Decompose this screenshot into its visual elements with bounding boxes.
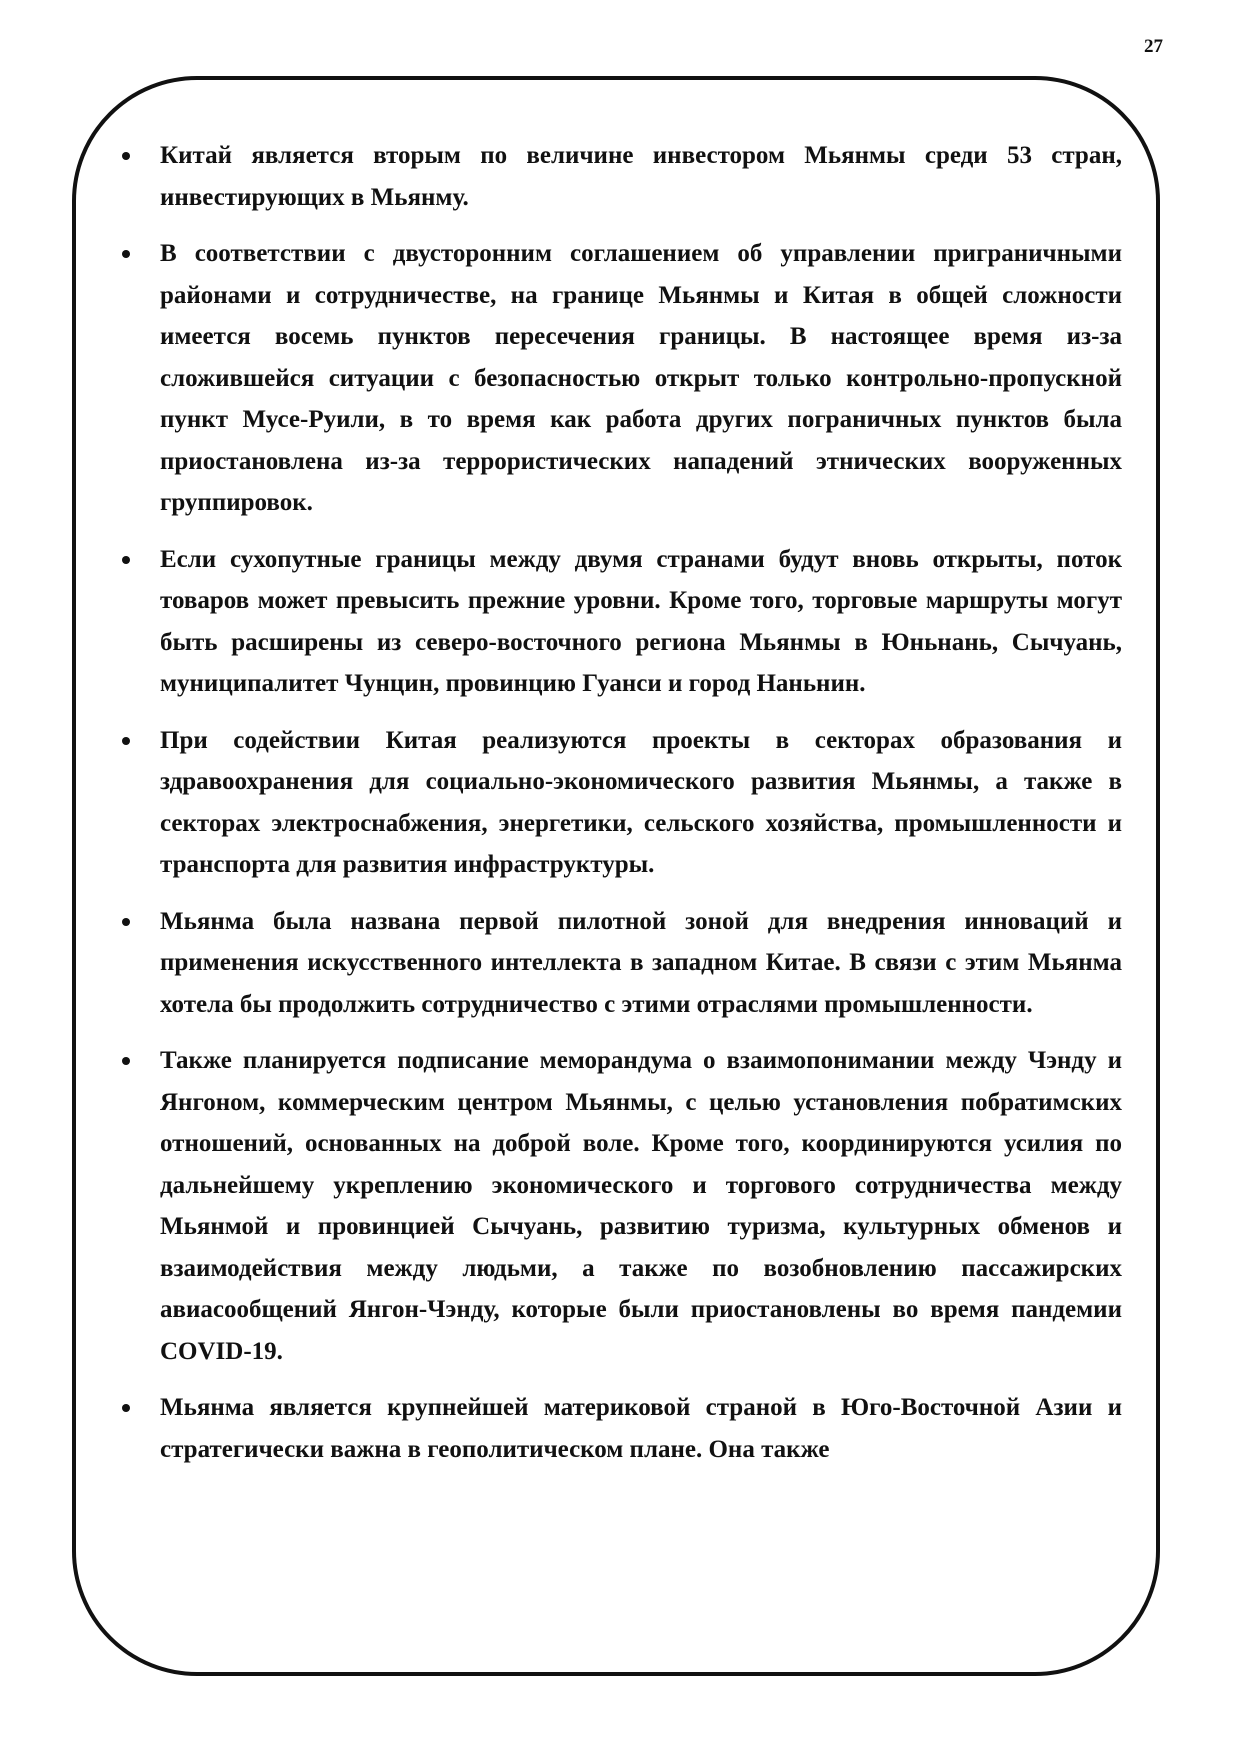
bullet-icon: [122, 1404, 130, 1412]
bullet-text: Мьянма была названа первой пилотной зоной для внедрения инноваций и применения искусственного интеллекта в западном Китае. В связи с этим Мьянма хотела бы продолжить сотрудничество с этими отраслями промышленности.: [160, 907, 1122, 1018]
bullet-text: При содействии Китая реализуются проекты в секторах образования и здравоохранения для социально-экономического развития Мьянмы, а также в секторах электроснабжения, энергетики, сельского хозяйства, промышленности и транспорта для развития инфраструктуры.: [160, 726, 1122, 878]
list-item: [122, 1040, 1122, 1372]
bullet-icon: [122, 737, 130, 745]
bullet-icon: [122, 1057, 130, 1065]
bullet-text: Мьянма является крупнейшей материковой страной в Юго-Восточной Азии и стратегически важна в геополитическом плане. Она также: [160, 1394, 1122, 1463]
bullet-text: Также планируется подписание меморандума о взаимопонимании между Чэнду и Янгоном, коммерческим центром Мьянмы, с целью установления побратимских отношений, основанных на доброй воле. Кроме того, координируются усилия по дальнейшему укреплению экономического и торгового сотрудничества между Мьянмой и провинцией Сычуань, развитию туризма, культурных обменов и взаимодействия между людьми, а также по возобновлению пассажирских авиасообщений Янгон-Чэнду, которые были приостановлены во время пандемии COVID-19.: [160, 1047, 1122, 1365]
bullet-icon: [122, 918, 130, 926]
bullet-icon: [122, 250, 130, 258]
list-item: [122, 233, 1122, 524]
list-item: [122, 539, 1122, 705]
list-item: [122, 720, 1122, 886]
bullet-list: [122, 135, 1122, 1485]
bullet-icon: [122, 556, 130, 564]
bullet-icon: [122, 152, 130, 160]
bullet-text: Китай является вторым по величине инвестором Мьянмы среди 53 стран, инвестирующих в Мьянму.: [160, 142, 1122, 211]
page-number: 27: [1144, 36, 1163, 57]
bullet-text: Если сухопутные границы между двумя странами будут вновь открыты, поток товаров может превысить прежние уровни. Кроме того, торговые маршруты могут быть расширены из северо-восточного региона Мьянмы в Юньнань, Сычуань, муниципалитет Чунцин, провинцию Гуанси и город Наньнин.: [160, 545, 1122, 697]
list-item: [122, 901, 1122, 1026]
bullet-text: В соответствии с двусторонним соглашением об управлении приграничными районами и сотрудничестве, на границе Мьянмы и Китая в общей сложности имеется восемь пунктов пересечения границы. В настоящее время из-за сложившейся ситуации с безопасностью открыт только контрольно-пропускной пункт Мусе-Руили, в то время как работа других пограничных пунктов была приостановлена из-за террористических нападений этнических вооруженных группировок.: [160, 240, 1122, 516]
list-item: [122, 1387, 1122, 1470]
list-item: [122, 135, 1122, 218]
